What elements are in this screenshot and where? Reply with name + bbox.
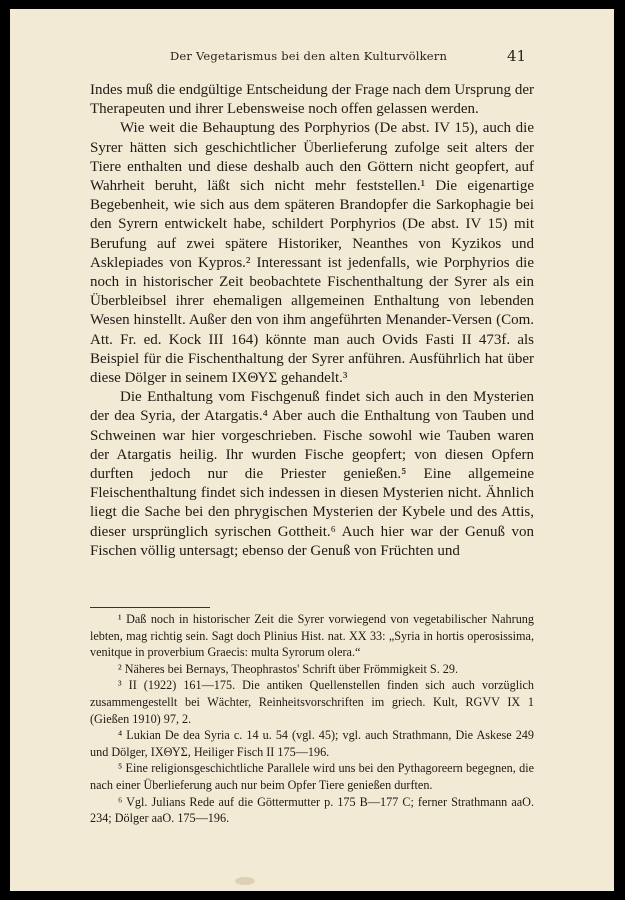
footnote-rule xyxy=(90,607,210,608)
footnote: ⁶ Vgl. Julians Rede auf die Göttermutter p. 175 B—177 C; ferner Strathmann aaO. 234; Dölger aaO. 175—196. xyxy=(90,794,534,826)
page-number: 41 xyxy=(507,47,527,65)
book-page xyxy=(10,9,614,891)
page-header xyxy=(10,49,614,71)
footnote: ⁵ Eine religionsgeschichtliche Parallele wird uns bei den Pythagoreern begegnen, die nach einer Überlieferung auch nur beim Opfer Tiere genießen durften. xyxy=(90,761,534,792)
paragraph: Wie weit die Behauptung des Porphyrios (De abst. IV 15), auch die Syrer hätten sich geschichtlicher Überlieferung zufolge seit alters der Tiere enthalten und diese deshalb auch den Göttern nicht geopfert, auf Wahrheit beruht, läßt sich nicht mehr feststellen.¹ Die eigenartige Begebenheit, wie sich aus dem späteren Brandopfer die Sarkophagie bei den Syrern entwickelt habe, schildert Porphyrios (De abst. IV 15) mit Berufung auf zwei spätere Historiker, Neanthes von Kyzikos und Asklepiades von Kypros.² Interessant ist jedenfalls, wie Porphyrios die noch in historischer Zeit beobachtete Fischenthaltung der Syrer als ein Überbleibsel ihrer ehemaligen allgemeinen Enthaltung von lebenden Wesen hinstellt. Außer den von ihm angeführten Menander-Versen (Com. Att. Fr. ed. Kock III 164) könnte man auch Ovids Fasti II 473f. als Beispiel für die Fischenthaltung der Syrer anführen. Ausführlich hat über diese Dölger in seinem ΙΧΘΥΣ gehandelt.³ xyxy=(90,120,534,387)
main-text xyxy=(90,81,534,561)
footnote: ² Näheres bei Bernays, Theophrastos' Schrift über Frömmigkeit S. 29. xyxy=(118,661,459,676)
footnote: ⁴ Lukian De dea Syria c. 14 u. 54 (vgl. 45); vgl. auch Strathmann, Die Askese 249 und Dölger, ΙΧΘΥΣ, Heiliger Fisch II 175—196. xyxy=(90,728,534,759)
paragraph: Indes muß die endgültige Entscheidung der Frage nach dem Ursprung der Therapeuten und ihrer Lebensweise noch offen gelassen werden. xyxy=(90,82,534,118)
footnote: ¹ Daß noch in historischer Zeit die Syrer vorwiegend von vegetabilischer Nahrung lebten, mag richtig sein. Sagt doch Plinius Hist. nat. XX 33: „Syria in hortis operosissima, venitque in proverbium Graecis: multa Syrorum olera.“ xyxy=(90,612,534,660)
paper-stain xyxy=(235,877,255,885)
footnotes xyxy=(90,611,534,827)
running-title: Der Vegetarismus bei den alten Kulturvölkern xyxy=(170,49,448,63)
footnote: ³ II (1922) 161—175. Die antiken Quellenstellen finden sich auch vorzüglich zusammengestellt bei Wächter, Reinheitsvorschriften im griech. Kult, RGVV IX 1 (Gießen 1910) 97, 2. xyxy=(90,678,534,726)
paragraph: Die Enthaltung vom Fischgenuß findet sich auch in den Mysterien der dea Syria, der Atargatis.⁴ Aber auch die Enthaltung von Tauben und Schweinen war hier vorgeschrieben. Fische sowohl wie Tauben waren der Atargatis heilig. Ihr wurden Fische geopfert; von diesen Opfern durften jedoch nur die Priester genießen.⁵ Eine allgemeine Fleischenthaltung findet sich indessen in diesen Mysterien nicht. Ähnlich liegt die Sache bei den phrygischen Mysterien der Kybele und des Attis, dieser ursprünglich syrischen Gottheit.⁶ Auch hier war der Genuß von Fischen völlig untersagt; ebenso der Genuß von Früchten und xyxy=(90,389,534,559)
